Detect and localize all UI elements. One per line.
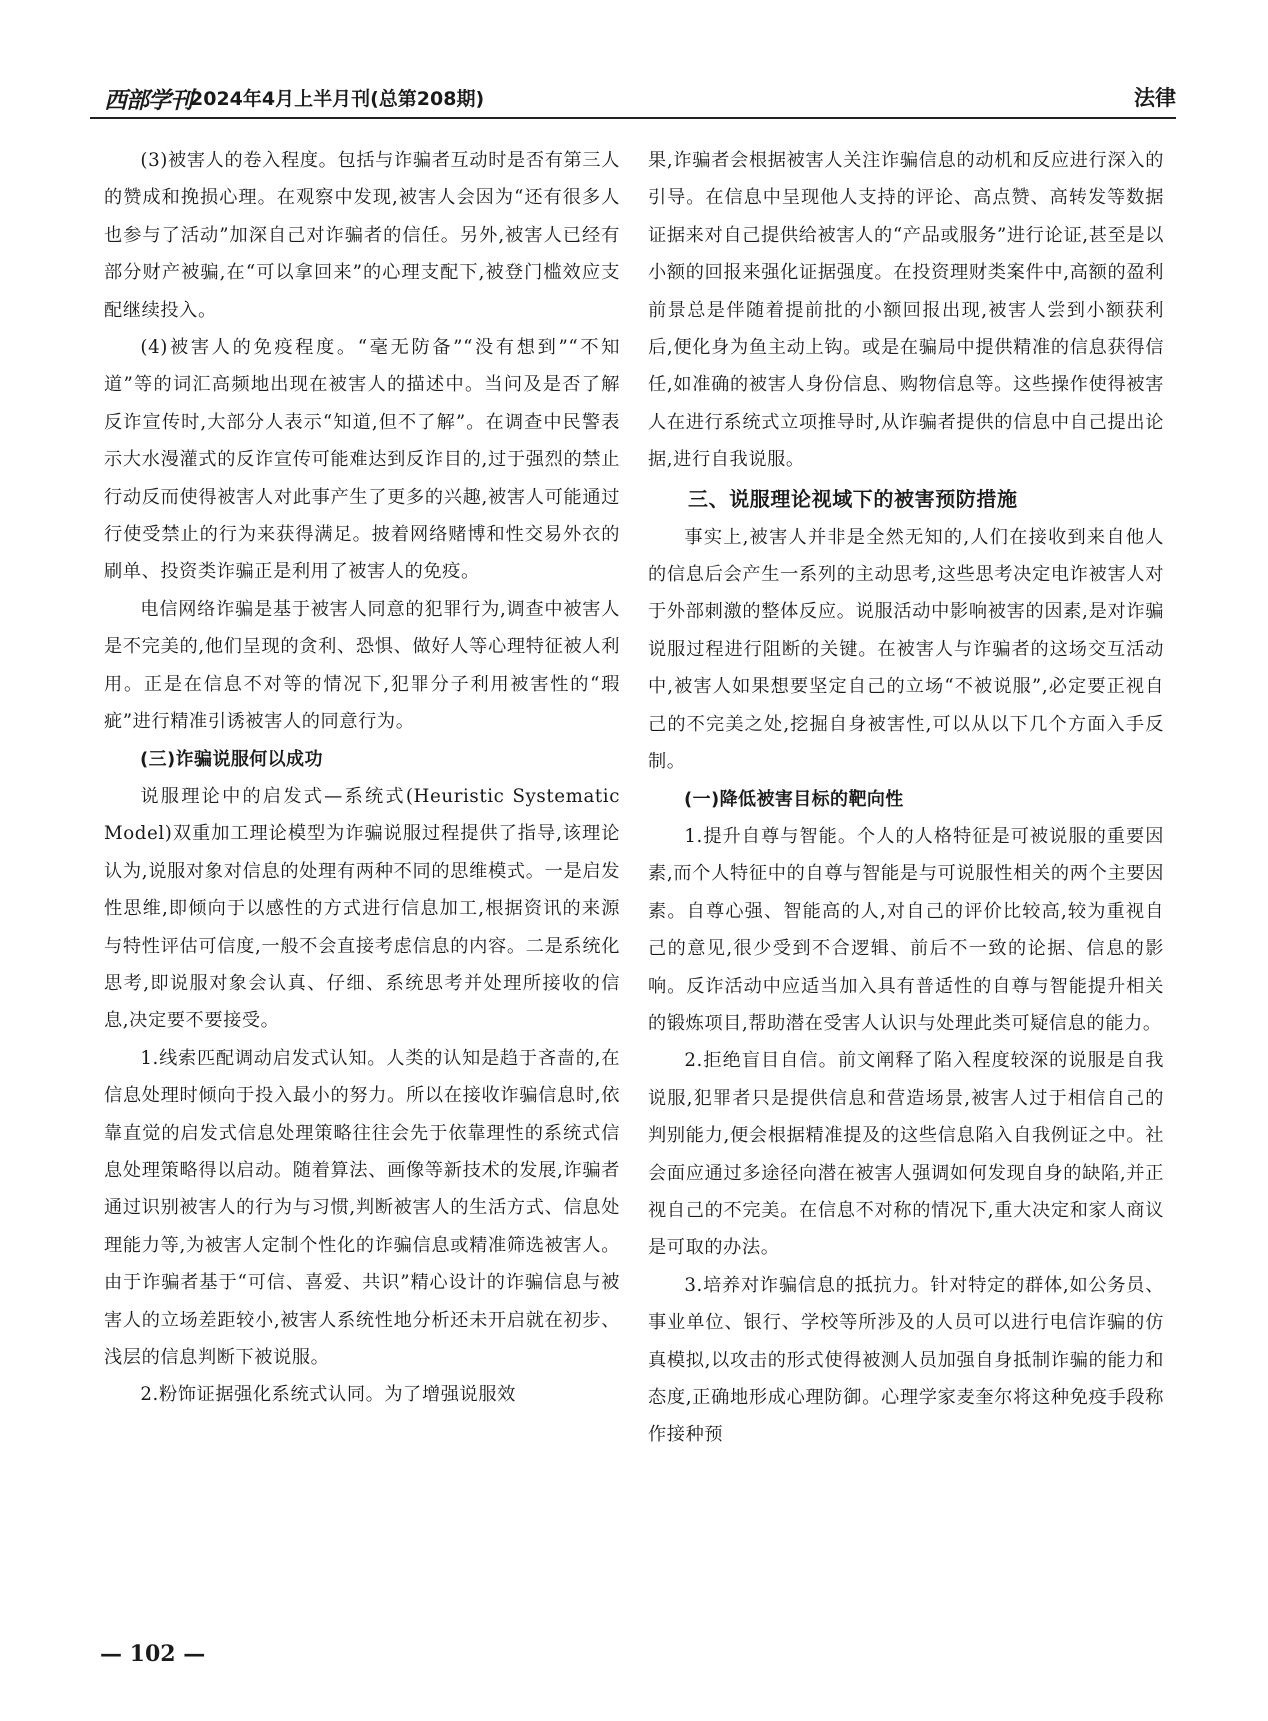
paragraph: (3)被害人的卷入程度。包括与诈骗者互动时是否有第三人的赞成和挽损心理。在观察中发现,被害人会因为“还有很多人也参与了活动”加深自己对诈骗者的信任。另外,被害人已经有部分财产被骗,在“可以拿回来”的心理支配下,被登门槛效应支配继续投入。 [104,150,620,321]
paragraph: 说服理论中的启发式—系统式(Heuristic Systematic Model)双重加工理论模型为诈骗说服过程提供了指导,该理论认为,说服对象对信息的处理有两种不同的思维模式。一是启发性思维,即倾向于以感性的方式进行信息加工,根据资讯的来源与特性评估可信度,一般不会直接考虑信息的内容。二是系统化思考,即说服对象会认真、仔细、系统思考并处理所接收的信息,决定要不要接受。 [104,785,620,1032]
section-heading: 三、说服理论视域下的被害预防措施 [688,486,1018,511]
subsection-heading: (三)诈骗说服何以成功 [140,748,323,770]
issue-info: 2024年4月上半月刊(总第208期) [190,88,485,110]
subsection-heading: (一)降低被害目标的靶向性 [684,788,904,810]
paragraph: 1.提升自尊与智能。个人的人格特征是可被说服的重要因素,而个人特征中的自尊与智能是与可说服性相关的两个主要因素。自尊心强、智能高的人,对自己的评价比较高,较为重视自己的意见,很少受到不合逻辑、前后不一致的论据、信息的影响。反诈活动中应适当加入具有普适性的自尊与智能提升相关的锻炼项目,帮助潜在受害人认识与处理此类可疑信息的能力。 [648,825,1164,1034]
paragraph: 2.拒绝盲目自信。前文阐释了陷入程度较深的说服是自我说服,犯罪者只是提供信息和营造场景,被害人过于相信自己的判别能力,便会根据精准提及的这些信息陷入自我例证之中。社会面应通过多途径向潜在被害人强调如何发现自身的缺陷,并正视自己的不完美。在信息不对称的情况下,重大决定和家人商议是可取的办法。 [648,1050,1164,1259]
paragraph: 电信网络诈骗是基于被害人同意的犯罪行为,调查中被害人是不完美的,他们呈现的贪利、恐惧、做好人等心理特征被人利用。正是在信息不对等的情况下,犯罪分子利用被害性的“瑕疵”进行精准引诱被害人的同意行为。 [104,598,620,733]
page-header [90,78,1176,122]
paragraph: 1.线索匹配调动启发式认知。人类的认知是趋于吝啬的,在信息处理时倾向于投入最小的努力。所以在接收诈骗信息时,依靠直觉的启发式信息处理策略往往会先于依靠理性的系统式信息处理策略得以启动。随着算法、画像等新技术的发展,诈骗者通过识别被害人的行为与习惯,判断被害人的生活方式、信息处理能力等,为被害人定制个性化的诈骗信息或精准筛选被害人。由于诈骗者基于“可信、喜爱、共识”精心设计的诈骗信息与被害人的立场差距较小,被害人系统性地分析还未开启就在初步、浅层的信息判断下被说服。 [104,1047,620,1368]
right-column [648,142,1164,1454]
section-name: 法律 [1134,86,1176,110]
header-rule [90,117,1176,119]
journal-logo: 西部学刊 [104,87,192,114]
paragraph: 3.培养对诈骗信息的抵抗力。针对特定的群体,如公务员、事业单位、银行、学校等所涉及的人员可以进行电信诈骗的仿真模拟,以攻击的形式使得被测人员加强自身抵制诈骗的能力和态度,正确地形成心理防御。心理学家麦奎尔将这种免疫手段称作接种预 [648,1274,1164,1446]
paragraph: 2.粉饰证据强化系统式认同。为了增强说服效 [140,1384,516,1406]
paragraph: 果,诈骗者会根据被害人关注诈骗信息的动机和反应进行深入的引导。在信息中呈现他人支持的评论、高点赞、高转发等数据证据来对自己提供给被害人的“产品或服务”进行论证,甚至是以小额的回报来强化证据强度。在投资理财类案件中,高额的盈利前景总是伴随着提前批的小额回报出现,被害人尝到小额获利后,便化身为鱼主动上钩。或是在骗局中提供精准的信息获得信任,如准确的被害人身份信息、购物信息等。这些操作使得被害人在进行系统式立项推导时,从诈骗者提供的信息中自己提出论据,进行自我说服。 [648,150,1164,471]
left-column [104,142,620,1414]
paragraph: (4)被害人的免疫程度。“毫无防备”“没有想到”“不知道”等的词汇高频地出现在被害人的描述中。当问及是否了解反诈宣传时,大部分人表示“知道,但不了解”。在调查中民警表示大水漫灌式的反诈宣传可能难达到反诈目的,过于强烈的禁止行动反而使得被害人对此事产生了更多的兴趣,被害人可能通过行使受禁止的行为来获得满足。披着网络赌博和性交易外衣的刷单、投资类诈骗正是利用了被害人的免疫。 [104,337,620,583]
page-number: — 102 — [100,1641,206,1667]
paragraph: 事实上,被害人并非是全然无知的,人们在接收到来自他人的信息后会产生一系列的主动思考,这些思考决定电诈被害人对于外部刺激的整体反应。说服活动中影响被害的因素,是对诈骗说服过程进行阻断的关键。在被害人与诈骗者的这场交互活动中,被害人如果想要坚定自己的立场“不被说服”,必定要正视自己的不完美之处,挖掘自身被害性,可以从以下几个方面入手反制。 [648,526,1164,773]
